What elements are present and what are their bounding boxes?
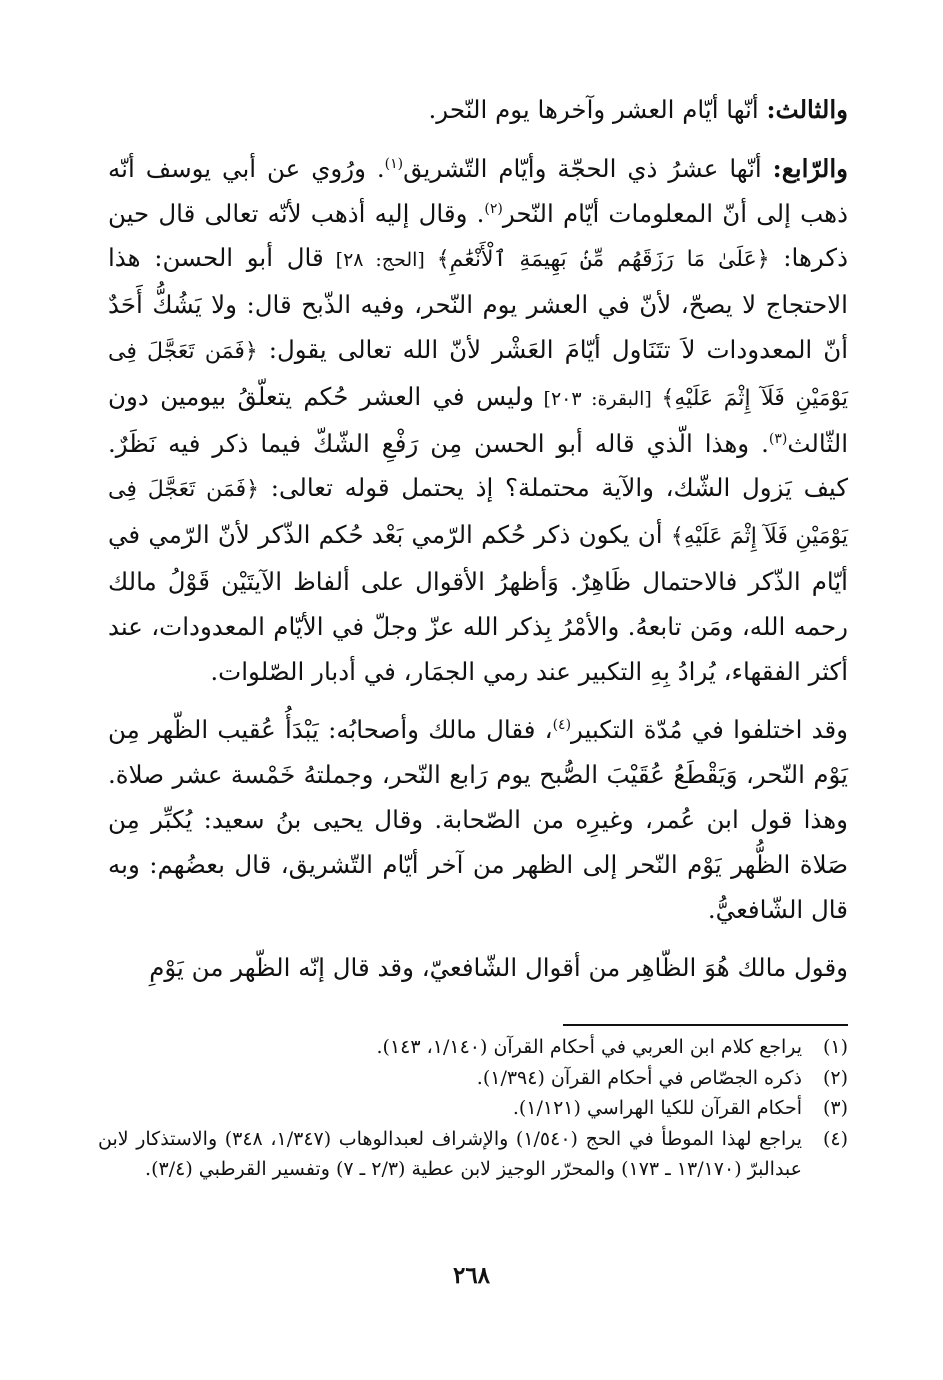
quran-verse: ﴿فَمَن تَعَجَّلَ فِى يَوْمَيْنِ فَلَآ إِثْمَ عَلَيْهِ﴾	[108, 338, 848, 411]
footnote-item	[98, 1093, 848, 1124]
footnote-separator	[563, 1024, 848, 1026]
footnote-number: (٣)	[822, 1097, 848, 1119]
footnote-number: (١)	[822, 1036, 848, 1058]
page-number: ٢٦٨	[452, 1262, 491, 1289]
paragraph-takbir-duration	[108, 708, 848, 932]
footnote-item	[98, 1063, 848, 1094]
footnote-marker: (٢)	[484, 200, 503, 217]
paragraph-lead: والثالث:	[766, 95, 848, 124]
paragraph-text: . وقال إليه أذهب لأنّه تعالى قال حين ذكرها:	[108, 198, 849, 273]
quran-verse: ﴿فَمَن تَعَجَّلَ فِى يَوْمَيْنِ فَلَآ إِثْمَ عَلَيْهِ﴾	[108, 477, 848, 550]
footnote-item	[98, 1124, 848, 1185]
paragraph-lead: والرّابع:	[772, 153, 849, 183]
main-text	[108, 88, 848, 991]
footnote-marker: (١)	[384, 155, 404, 172]
paragraph-text: وقول مالك هُوَ الظّاهِر من أقوال الشّافعيّ، وقد قال إنّه الظّهر من يَوْمِ	[149, 953, 848, 983]
paragraph-third-opinion	[108, 88, 848, 133]
paragraph-text: أنّها عشرُ ذي الحجّة وأيّام التّشريق	[403, 153, 773, 183]
paragraph-text: وقد اختلفوا في مُدّة التكبير	[571, 715, 848, 745]
footnote-text: يراجع لهذا الموطأ في الحج (١/٥٤٠) والإشراف لعبدالوهاب (١/٣٤٧، ٣٤٨) والاستذكار لابن عبدالبرّ (١٣/١٧٠ ـ ١٧٣) والمحرّر الوجيز لابن عطية (٢/٣ ـ ٧) وتفسير القرطبي (٣/٤).	[98, 1127, 802, 1180]
paragraph-text: أن يكون ذكر حُكم الرّمي بَعْد حُكم الذّكر لأنّ الرّمي في أيّام الذّكر فالاحتمال ظَاهِرٌ. وَأظهرُ الأقوال على ألفاظ الآيتَيْن قَوْلُ مالك رحمه الله، ومَن تابعهُ. والأمْرُ بِذكر الله عزّ وجلّ في الأيّام المعدودات، عند أكثر الفقهاء، يُرادُ بِهِ التكبير عند رمي الجمَار، في أدبار الصّلوات.	[108, 520, 848, 686]
footnote-number: (٢)	[822, 1066, 848, 1089]
footnote-item	[98, 1032, 848, 1063]
paragraph-text: قال أبو الحسن: هذا الاحتجاج لا يصحّ، لأنّ في العشر يوم النّحر، وفيه الذّبح قال: ولا يَشُكُّ أَحَدٌ أنّ المعدودات لاَ تتَنَاول أيّامَ العَشْر لأنّ الله تعالى يقول:	[108, 243, 849, 364]
footnote-number: (٤)	[822, 1127, 848, 1150]
footnote-marker: (٤)	[552, 717, 572, 734]
verse-reference: [البقرة: ٢٠٣]	[533, 387, 662, 410]
footnote-text: يراجع كلام ابن العربي في أحكام القرآن (١/١٤٠، ١٤٣).	[376, 1036, 802, 1058]
paragraph-text: . ورُوي عن أبي يوسف أنّه ذهب إلى أنّ المعلومات أيّام النّحر	[108, 153, 848, 228]
paragraph-text: أنّها أيّام العشر وآخرها يوم النّحر.	[428, 95, 767, 124]
paragraph-fourth-opinion	[108, 147, 848, 695]
quran-verse: ﴿عَلَىٰ مَا رَزَقَهُم مِّنۢ بَهِيمَةِ ٱلْأَنْعَٰمِ﴾	[436, 247, 770, 273]
footnote-text: أحكام القرآن للكيا الهراسي (١/١٢١).	[512, 1097, 802, 1119]
verse-reference: [الحج: ٢٨]	[323, 249, 437, 272]
paragraph-text: ، فقال مالك وأصحابُه: يَبْدَأُ عُقيب الظّهر مِن يَوْم النّحر، وَيَقْطَعُ عُقَيْبَ الصُّبح يوم رَابع النّحر، وجملتهُ خَمْسة عشر صلاة. وهذا قول ابن عُمر، وغيرِه من الصّحابة. وقال يحيى بنُ سعيد: يُكبِّر مِن صَلاة الظُّهر يَوْم النّحر إلى الظهر من آخر أيّام التّشريق، قال بعضُهم: وبه قال الشّافعيُّ.	[108, 715, 848, 924]
footnote-text: ذكره الجصّاص في أحكام القرآن (١/٣٩٤).	[476, 1066, 802, 1089]
paragraph-text: . وهذا الّذي قاله أبو الحسن مِن رَفْعِ الشّكّ فيما ذكر فيه نَظَرٌ. كيف يَزول الشّك، والآية محتملة؟ إذ يحتمل قوله تعالى:	[108, 428, 848, 503]
paragraph-text: وليس في العشر حُكم يتعلّقُ بيومين دون الثّالث	[108, 381, 848, 458]
paragraph-malik-opinion	[108, 946, 848, 991]
footnote-marker: (٣)	[768, 430, 788, 447]
footnotes	[98, 1024, 848, 1185]
